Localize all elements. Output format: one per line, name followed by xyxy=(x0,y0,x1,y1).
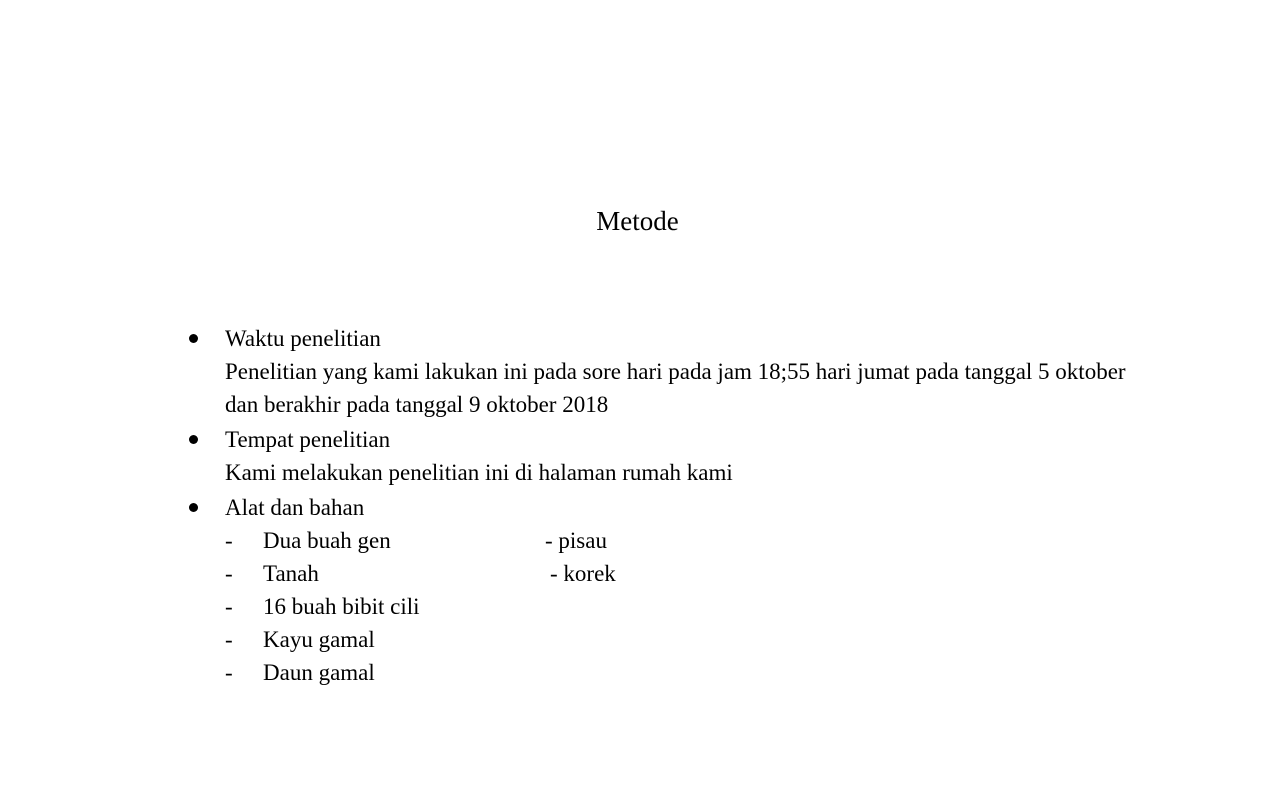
list-item xyxy=(225,623,1146,656)
page-title: Metode xyxy=(596,206,679,236)
list-item-text: Daun gamal xyxy=(263,660,375,685)
dash-marker: - xyxy=(225,660,233,685)
list-item xyxy=(225,524,1146,557)
list-item xyxy=(225,557,1146,590)
list-item-text: Kayu gamal xyxy=(263,627,375,652)
list-item-extra: - pisau xyxy=(545,528,607,553)
list-item xyxy=(225,656,1146,689)
section-heading: Tempat penelitian xyxy=(225,427,391,452)
list-item-text: Dua buah gen xyxy=(263,528,391,553)
section-tempat-penelitian xyxy=(186,423,1146,489)
list-item-text: 16 buah bibit cili xyxy=(263,594,420,619)
list-item-text: Tanah xyxy=(263,561,319,586)
dash-marker: - xyxy=(225,594,233,619)
section-alat-dan-bahan xyxy=(186,491,1146,689)
section-waktu-penelitian xyxy=(186,322,1146,421)
section-heading: Alat dan bahan xyxy=(225,495,365,520)
section-body: Penelitian yang kami lakukan ini pada sore hari pada jam 18;55 hari jumat pada tanggal 5 oktober dan berakhir pada tanggal 9 oktober 2018 xyxy=(225,359,1126,417)
section-heading: Waktu penelitian xyxy=(225,326,381,351)
dash-marker: - xyxy=(225,627,233,652)
section-body: Kami melakukan penelitian ini di halaman rumah kami xyxy=(225,460,733,485)
list-item xyxy=(225,590,1146,623)
dash-marker: - xyxy=(225,561,233,586)
list-item-extra: - korek xyxy=(550,561,616,586)
dash-marker: - xyxy=(225,528,233,553)
